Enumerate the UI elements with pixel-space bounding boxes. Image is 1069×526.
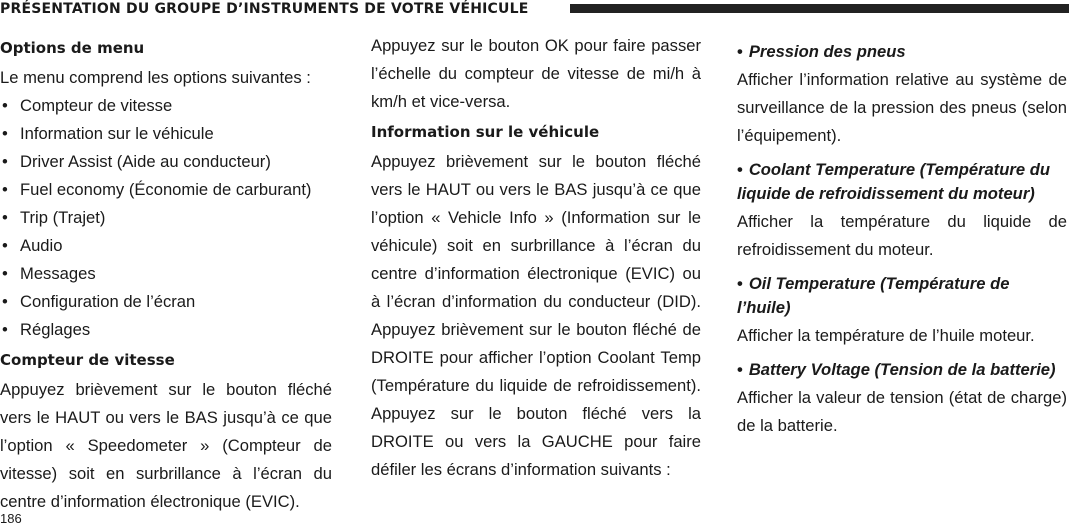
- header-title: PRÉSENTATION DU GROUPE D’INSTRUMENTS DE VOTRE VÉHICULE: [0, 1, 529, 17]
- bullet-icon: •: [737, 160, 743, 179]
- bullet-icon: •: [737, 42, 743, 61]
- section-heading-oil-temperature: • Oil Temperature (Température de l’huile): [737, 274, 1010, 317]
- bullet-icon: •: [737, 274, 743, 293]
- bullet-icon: •: [2, 320, 8, 339]
- menu-options-list: [0, 92, 332, 344]
- bullet-icon: •: [2, 208, 8, 227]
- speedometer-paragraph: Appuyez brièvement sur le bouton fléché vers le HAUT ou vers le BAS jusqu’à ce que l’option « Speedometer » (Compteur de vitesse) soit en surbrillance à l’écran du centre d’information électronique (EVIC).: [0, 380, 332, 511]
- bullet-icon: •: [2, 96, 8, 115]
- bullet-icon: •: [2, 152, 8, 171]
- bullet-icon: •: [2, 264, 8, 283]
- menu-intro: Le menu comprend les options suivantes :: [0, 68, 311, 87]
- section-heading-battery-voltage: • Battery Voltage (Tension de la batterie): [737, 360, 1056, 379]
- list-item: • Compteur de vitesse: [0, 92, 332, 120]
- bullet-icon: •: [2, 292, 8, 311]
- bullet-icon: •: [2, 236, 8, 255]
- list-item: • Driver Assist (Aide au conducteur): [0, 148, 332, 176]
- heading-speedometer: Compteur de vitesse: [0, 351, 175, 369]
- heading-menu-options: Options de menu: [0, 39, 145, 57]
- heading-vehicle-info: Information sur le véhicule: [371, 123, 600, 141]
- bullet-icon: •: [2, 180, 8, 199]
- bullet-icon: •: [2, 124, 8, 143]
- section-text-battery-voltage: Afficher la valeur de tension (état de charge) de la batterie.: [737, 388, 1067, 435]
- running-header: [0, 0, 1069, 22]
- list-item: • Trip (Trajet): [0, 204, 332, 232]
- list-item: • Information sur le véhicule: [0, 120, 332, 148]
- column-2: [371, 32, 701, 484]
- column-3: [737, 32, 1067, 440]
- list-item: • Fuel economy (Économie de carburant): [0, 176, 332, 204]
- header-rule: [570, 4, 1069, 13]
- list-item: • Réglages: [0, 316, 332, 344]
- page-number: 186: [0, 511, 22, 526]
- section-text-coolant-temperature: Afficher la température du liquide de refroidissement du moteur.: [737, 212, 1067, 259]
- vehicle-info-paragraph: Appuyez brièvement sur le bouton fléché vers le HAUT ou vers le BAS jusqu’à ce que l’option « Vehicle Info » (Information sur le véhicule) soit en surbrillance à l’écran du centre d’information électronique (EVIC) ou à l’écran d’information du conducteur (DID). Appuyez brièvement sur le bouton fléché de DROITE pour afficher l’option Coolant Temp (Température du liquide de refroidissement). Appuyez sur le bouton fléché vers la DROITE ou vers la GAUCHE pour faire défiler les écrans d’information suivants :: [371, 152, 701, 479]
- column-1: [0, 32, 332, 516]
- section-text-tire-pressure: Afficher l’information relative au système de surveillance de la pression des pneus (selon l’équipement).: [737, 70, 1067, 145]
- list-item: • Configuration de l’écran: [0, 288, 332, 316]
- list-item: • Audio: [0, 232, 332, 260]
- section-text-oil-temperature: Afficher la température de l’huile moteur.: [737, 326, 1035, 345]
- units-paragraph: Appuyez sur le bouton OK pour faire passer l’échelle du compteur de vitesse de mi/h à km/h et vice-versa.: [371, 36, 701, 111]
- section-heading-tire-pressure: • Pression des pneus: [737, 42, 906, 61]
- bullet-icon: •: [737, 360, 743, 379]
- section-heading-coolant-temperature: • Coolant Temperature (Température du liquide de refroidissement du moteur): [737, 160, 1051, 203]
- list-item: • Messages: [0, 260, 332, 288]
